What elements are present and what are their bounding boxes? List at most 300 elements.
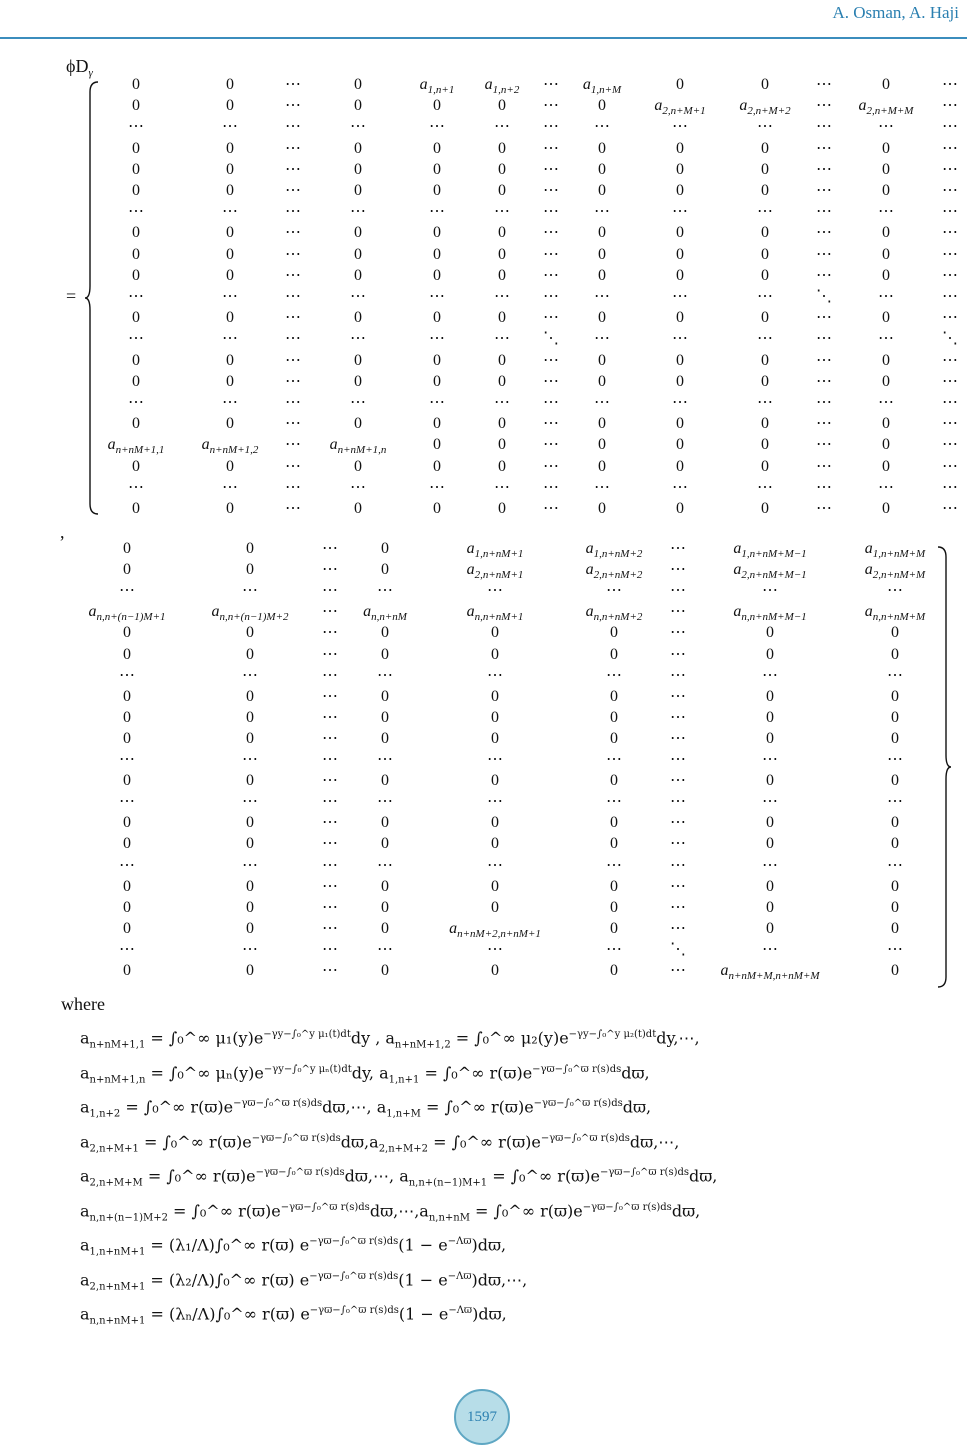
matrix1-cell: 0 [598,372,606,390]
matrix1-cell: 0 [132,182,140,199]
matrix1-cell: 0 [676,266,684,284]
matrix1-cell: ⋯ [128,330,144,348]
matrix1-cell: 0 [598,245,606,263]
matrix2-cell: 0 [381,772,389,790]
matrix1-cell: ⋯ [878,394,894,411]
matrix1-cell: ⋯ [543,203,559,221]
matrix2-cell: 0 [491,687,499,705]
matrix2-cell: ⋯ [670,624,686,642]
matrix1-cell: 0 [433,309,441,327]
equation-line: $a_{1,n+2}$ = ∫₀^∞ $r(ϖ)e^{-\gamma ϖ-\int_0\^{}ϖ r(s)ds}dϖ,\cdots$, $a_{1,n+M}$ = ∫₀^∞ $r(ϖ)e^{-\gamma ϖ-\int_0\^{}ϖ r(s)ds}dϖ$, [80,1097,652,1120]
matrix2-cell: 0 [766,898,774,916]
matrix2-cell: 0 [123,877,131,895]
matrix2-cell: 0 [610,729,618,747]
matrix1-cell: ⋯ [128,288,144,305]
matrix1-cell: ⋯ [128,203,144,221]
matrix1-cell: ⋯ [285,97,301,115]
matrix1-cell: ⋯ [543,372,559,390]
matrix1-cell: ⋯ [594,203,610,221]
matrix2-cell: $a_{1,n+nM+M-1}$ [733,540,807,560]
matrix2-cell: 0 [766,729,774,747]
matrix1-cell: ⋯ [285,182,301,199]
matrix1-cell: 0 [882,224,890,242]
matrix1-cell: ⋯ [543,139,559,157]
matrix2-cell: 0 [891,919,899,937]
matrix1-cell: 0 [761,415,769,433]
matrix1-cell: 0 [226,309,234,327]
matrix1-cell: 0 [761,182,769,199]
matrix1-cell: 0 [598,500,606,517]
matrix2-cell: ⋯ [322,582,338,600]
matrix1-cell: ⋯ [543,478,559,496]
matrix2-cell: 0 [610,645,618,663]
matrix1-cell: ⋯ [543,457,559,475]
matrix1-cell: 0 [354,97,362,115]
matrix1-cell: 0 [761,266,769,284]
matrix1-cell: 0 [354,351,362,369]
matrix1-cell: 0 [676,436,684,454]
matrix2-cell: 0 [766,919,774,937]
matrix2-cell: ⋯ [887,793,903,811]
matrix1-cell: 0 [761,76,769,93]
matrix1-cell: ⋯ [942,224,958,242]
matrix1-cell: ⋯ [543,394,559,411]
matrix2-cell: 0 [123,729,131,747]
equation-line: $a_{2,n+M+M}$ = ∫₀^∞ $r(ϖ)e^{-\gamma ϖ-\int_0\^{}ϖ r(s)ds}dϖ,\cdots$, $a_{n,n+(n-1)M+1}$ = ∫₀^∞ $r(ϖ)e^{-\gamma ϖ-\int_0\^{}ϖ r(s)ds}dϖ$, [80,1166,718,1189]
matrix1-cell: ⋯ [816,139,832,157]
equation-line: $a_{n+nM+1,n}$ = ∫₀^∞ $\mu_n(y)e^{-\gamma y-\int_0\^{}y \mu_n(t)dt}dy$, $a_{1,n+1}$ = ∫₀^∞ $r(ϖ)e^{-\gamma ϖ-\int_0\^{}ϖ r(s)ds}dϖ$, [80,1062,650,1086]
matrix2-cell: 0 [381,729,389,747]
matrix1-cell: 0 [676,224,684,242]
matrix1-cell: $a_{n+nM+1,n}$ [329,436,387,457]
matrix1-cell: ⋯ [285,330,301,348]
matrix1-cell: ⋯ [429,203,445,221]
matrix2-cell: ⋯ [377,793,393,811]
matrix2-cell: ⋯ [670,561,686,579]
matrix2-cell: ⋯ [670,772,686,790]
matrix2-cell: ⋯ [119,940,135,958]
matrix2-cell: 0 [123,835,131,853]
matrix2-cell: ⋯ [322,814,338,832]
matrix1-cell: ⋯ [543,224,559,242]
matrix1-cell: ⋯ [816,478,832,496]
matrix2-cell: 0 [766,687,774,705]
matrix1-cell: ⋯ [942,478,958,496]
matrix1-cell: 0 [598,266,606,284]
matrix2-cell: 0 [491,898,499,916]
matrix2-cell: 0 [246,919,254,937]
matrix1-cell: 0 [498,160,506,178]
matrix1-cell: 0 [226,245,234,263]
matrix2-cell: ⋯ [322,962,338,979]
matrix2-cell: $a_{2,n+nM+2}$ [585,561,643,582]
matrix1-cell: 0 [132,97,140,115]
matrix2-cell: ⋯ [887,856,903,874]
matrix2-cell: 0 [766,877,774,895]
matrix1-cell: ⋯ [494,394,510,411]
matrix2-cell: 0 [491,962,499,979]
matrix1-cell: ⋯ [816,266,832,284]
matrix1-cell: 0 [676,76,684,93]
matrix1-cell: ⋯ [222,203,238,221]
matrix2-cell: ⋯ [606,666,622,684]
matrix1-cell: 0 [598,457,606,475]
matrix-label: $\phi D_\gamma$ [66,56,93,79]
matrix1-cell: 0 [676,457,684,475]
matrix1-cell: 0 [598,139,606,157]
matrix1-cell: 0 [676,182,684,199]
matrix2-cell: ⋯ [242,666,258,684]
matrix2-cell: ⋯ [322,561,338,579]
matrix1-cell: 0 [761,245,769,263]
matrix1-cell: 0 [598,351,606,369]
matrix1-cell: 0 [761,457,769,475]
matrix1-cell: 0 [433,415,441,433]
matrix2-cell: ⋯ [119,582,135,600]
matrix1-cell: 0 [433,500,441,517]
matrix2-cell: 0 [246,624,254,642]
matrix2-cell: ⋯ [322,687,338,705]
matrix1-cell: 0 [761,160,769,178]
matrix2-cell: ⋯ [377,751,393,768]
matrix1-cell: ⋯ [878,203,894,221]
matrix1-cell: ⋯ [543,118,559,136]
matrix1-cell: ⋯ [594,118,610,136]
matrix1-cell: ⋱ [942,330,958,348]
matrix1-cell: 0 [433,457,441,475]
matrix2-cell: 0 [766,814,774,832]
where-label: where [61,994,105,1014]
matrix1-cell: 0 [226,415,234,433]
matrix2-cell: $a_{n,n+nM+M-1}$ [733,603,807,624]
matrix1-cell: 0 [433,245,441,263]
matrix1-cell: 0 [598,436,606,454]
matrix1-cell: ⋯ [816,415,832,433]
matrix1-cell: $a_{n+nM+1,2}$ [201,436,259,457]
matrix2-cell: 0 [123,708,131,726]
matrix1-cell: 0 [761,224,769,242]
matrix2-cell: ⋯ [887,940,903,958]
matrix1-cell: ⋯ [816,372,832,390]
matrix2-cell: $a_{n,n+(n-1)M+2}$ [211,603,289,624]
matrix1-cell: ⋯ [429,330,445,348]
matrix1-cell: 0 [354,500,362,517]
matrix2-cell: 0 [891,814,899,832]
matrix1-cell: 0 [132,245,140,263]
matrix1-cell: ⋯ [594,288,610,305]
matrix1-cell: ⋯ [757,203,773,221]
matrix1-cell: $a_{1,n+1}$ [419,76,455,96]
matrix1-cell: 0 [354,415,362,433]
matrix1-cell: ⋯ [285,160,301,178]
matrix2-cell: 0 [891,962,899,979]
matrix1-cell: 0 [882,436,890,454]
matrix2-cell: ⋯ [377,856,393,874]
matrix2-cell: ⋯ [887,751,903,768]
matrix1-cell: ⋯ [128,478,144,496]
matrix1-cell: ⋯ [350,288,366,305]
matrix2-cell: ⋯ [487,793,503,811]
matrix1-cell: ⋯ [285,415,301,433]
matrix2-cell: ⋯ [670,666,686,684]
matrix1-cell: ⋯ [816,394,832,411]
matrix1-cell: 0 [132,76,140,93]
matrix1-cell: ⋯ [222,330,238,348]
left-brace [84,80,100,516]
matrix2-cell: ⋯ [487,582,503,600]
matrix1-cell: 0 [132,266,140,284]
matrix2-cell: 0 [610,708,618,726]
matrix1-cell: 0 [498,266,506,284]
matrix2-cell: 0 [766,645,774,663]
matrix2-cell: 0 [246,772,254,790]
matrix2-cell: 0 [610,814,618,832]
matrix2-cell: 0 [610,898,618,916]
matrix2-cell: 0 [246,898,254,916]
matrix2-cell: 0 [381,835,389,853]
matrix1-cell: ⋯ [816,330,832,348]
matrix1-cell: ⋯ [429,288,445,305]
matrix1-cell: ⋯ [494,203,510,221]
matrix1-cell: 0 [132,457,140,475]
matrix1-cell: 0 [433,351,441,369]
running-header-authors: A. Osman, A. Haji [832,3,959,22]
matrix1-cell: ⋯ [942,394,958,411]
matrix1-cell: ⋯ [816,118,832,136]
matrix2-cell: ⋯ [119,793,135,811]
matrix2-cell: 0 [246,561,254,579]
matrix1-cell: ⋯ [878,478,894,496]
matrix1-cell: 0 [132,351,140,369]
matrix1-cell: 0 [882,309,890,327]
matrix2-cell: $a_{n,n+nM+2}$ [585,603,643,624]
matrix1-cell: ⋯ [222,288,238,305]
matrix2-cell: ⋯ [606,793,622,811]
equation-line: $a_{n,n+nM+1}$ = (λₙ/Λ)∫₀^∞ r(ϖ) $e^{-\gamma ϖ-\int_0\^{}ϖ r(s)ds}(1 - e^{-\Lambda ϖ})dϖ$, [80,1304,507,1327]
matrix1-cell: ⋯ [672,394,688,411]
matrix1-cell: 0 [132,309,140,327]
matrix1-cell: ⋯ [429,394,445,411]
matrix2-cell: ⋯ [242,856,258,874]
matrix2-cell: $a_{2,n+nM+1}$ [466,561,524,582]
matrix1-cell: ⋯ [816,224,832,242]
matrix1-cell: 0 [882,351,890,369]
matrix1-cell: ⋯ [128,118,144,136]
matrix1-cell: 0 [433,266,441,284]
matrix1-cell: $a_{2,n+M+M}$ [858,97,914,118]
matrix2-cell: ⋯ [242,793,258,811]
matrix1-cell: ⋯ [816,245,832,263]
matrix1-cell: 0 [676,415,684,433]
matrix2-cell: 0 [891,708,899,726]
matrix1-cell: ⋯ [543,436,559,454]
matrix2-cell: ⋯ [670,962,686,979]
matrix1-cell: ⋯ [942,118,958,136]
matrix1-cell: ⋯ [543,160,559,178]
matrix1-cell: ⋯ [942,203,958,221]
matrix2-cell: ⋯ [322,645,338,663]
matrix2-cell: ⋯ [670,835,686,853]
matrix1-cell: ⋯ [350,203,366,221]
matrix1-cell: ⋯ [543,351,559,369]
matrix2-cell: ⋯ [377,582,393,600]
matrix1-cell: 0 [498,372,506,390]
matrix2-cell: $a_{n,n+nM+1}$ [466,603,524,624]
matrix1-cell: 0 [354,76,362,93]
matrix1-cell: 0 [433,372,441,390]
matrix1-cell: ⋯ [942,436,958,454]
header-rule [0,37,967,39]
matrix1-cell: 0 [676,500,684,517]
matrix2-cell: 0 [381,877,389,895]
matrix2-cell: ⋯ [322,898,338,916]
matrix1-cell: 0 [433,224,441,242]
matrix2-cell: 0 [123,814,131,832]
matrix2-cell: ⋯ [322,708,338,726]
matrix1-cell: 0 [882,160,890,178]
matrix1-cell: ⋯ [816,351,832,369]
matrix1-cell: 0 [354,372,362,390]
matrix1-cell: 0 [498,415,506,433]
matrix1-cell: 0 [498,97,506,115]
matrix2-cell: ⋯ [670,814,686,832]
matrix1-cell: 0 [882,139,890,157]
matrix2-cell: 0 [491,624,499,642]
matrix1-cell: ⋯ [543,97,559,115]
matrix2-cell: ⋯ [762,940,778,958]
matrix1-cell: ⋯ [285,500,301,517]
matrix1-cell: 0 [498,224,506,242]
matrix2-cell: ⋯ [606,940,622,958]
matrix1-cell: ⋯ [350,478,366,496]
matrix1-cell: ⋯ [128,394,144,411]
matrix2-cell: 0 [246,814,254,832]
matrix1-cell: ⋯ [285,266,301,284]
matrix2-cell: ⋯ [322,793,338,811]
matrix2-cell: 0 [123,962,131,979]
matrix1-cell: ⋯ [594,330,610,348]
matrix1-cell: ⋯ [285,203,301,221]
matrix1-cell: ⋯ [222,478,238,496]
matrix1-cell: ⋯ [878,288,894,305]
matrix1-cell: 0 [226,457,234,475]
matrix1-cell: 0 [498,457,506,475]
matrix2-cell: 0 [246,835,254,853]
matrix2-cell: ⋯ [322,603,338,621]
matrix1-cell: 0 [676,160,684,178]
matrix1-cell: 0 [676,351,684,369]
matrix2-cell: ⋯ [670,603,686,621]
matrix1-cell: 0 [226,160,234,178]
matrix1-cell: 0 [226,97,234,115]
matrix1-cell: ⋯ [672,118,688,136]
matrix2-cell: $a_{1,n+nM+1}$ [466,540,524,560]
matrix2-cell: 0 [381,561,389,579]
matrix1-cell: 0 [354,245,362,263]
matrix2-cell: ⋯ [670,898,686,916]
matrix1-cell: 0 [226,500,234,517]
matrix-separator: , [60,522,65,542]
matrix1-cell: 0 [433,139,441,157]
matrix2-cell: 0 [381,962,389,979]
matrix2-cell: 0 [246,645,254,663]
matrix2-cell: 0 [246,708,254,726]
matrix1-cell: 0 [676,372,684,390]
matrix2-cell: ⋯ [119,751,135,768]
matrix2-cell: ⋯ [322,540,338,557]
matrix1-cell: 0 [354,266,362,284]
matrix1-cell: ⋯ [942,457,958,475]
matrix2-cell: $a_{1,n+nM+M}$ [864,540,926,560]
matrix1-cell: 0 [882,500,890,517]
matrix1-cell: ⋯ [285,118,301,136]
matrix1-cell: ⋯ [285,139,301,157]
matrix1-cell: ⋯ [816,160,832,178]
matrix1-cell: 0 [761,139,769,157]
matrix2-cell: 0 [381,687,389,705]
matrix2-cell: 0 [891,772,899,790]
matrix1-cell: ⋯ [350,394,366,411]
matrix1-cell: ⋯ [816,76,832,93]
matrix2-cell: ⋯ [322,919,338,937]
matrix2-cell: ⋯ [322,835,338,853]
matrix1-cell: ⋯ [942,139,958,157]
matrix2-cell: 0 [610,687,618,705]
matrix2-cell: 0 [246,729,254,747]
matrix1-cell: 0 [132,160,140,178]
matrix1-cell: 0 [498,309,506,327]
matrix1-cell: 0 [226,372,234,390]
matrix1-cell: ⋯ [285,224,301,242]
matrix1-cell: 0 [132,372,140,390]
matrix1-cell: ⋯ [285,478,301,496]
matrix1-cell: ⋯ [285,351,301,369]
matrix1-cell: 0 [498,182,506,199]
matrix1-cell: 0 [598,160,606,178]
matrix2-cell: $a_{n,n+nM+M}$ [864,603,926,624]
matrix2-cell: 0 [891,645,899,663]
matrix1-cell: ⋯ [494,330,510,348]
matrix1-cell: ⋯ [350,118,366,136]
matrix2-cell: ⋯ [887,582,903,600]
matrix1-cell: ⋯ [757,330,773,348]
matrix1-cell: ⋯ [285,372,301,390]
matrix1-cell: ⋯ [429,118,445,136]
matrix1-cell: 0 [761,436,769,454]
matrix2-cell: $a_{n+nM+2,n+nM+1}$ [449,919,541,940]
matrix1-cell: ⋯ [816,97,832,115]
matrix2-cell: ⋯ [487,940,503,958]
matrix2-cell: 0 [891,729,899,747]
matrix1-cell: 0 [761,309,769,327]
matrix2-cell: 0 [381,898,389,916]
matrix1-cell: 0 [882,245,890,263]
matrix2-cell: ⋯ [119,856,135,874]
matrix1-cell: ⋯ [285,309,301,327]
matrix2-cell: ⋯ [762,666,778,684]
matrix2-cell: ⋯ [670,729,686,747]
matrix1-cell: 0 [354,309,362,327]
matrix1-cell: 0 [433,436,441,454]
matrix1-cell: 0 [354,457,362,475]
matrix2-cell: 0 [766,772,774,790]
matrix2-cell: 0 [123,561,131,579]
matrix1-cell: ⋯ [942,76,958,93]
equation-line: $a_{2,n+nM+1}$ = (λ₂/Λ)∫₀^∞ r(ϖ) $e^{-\gamma ϖ-\int_0\^{}ϖ r(s)ds}(1$ − $e^{-\Lambda ϖ})dϖ,\cdots$, [80,1269,528,1293]
matrix1-cell: ⋯ [672,288,688,305]
matrix1-cell: 0 [354,139,362,157]
matrix1-cell: ⋯ [942,415,958,433]
